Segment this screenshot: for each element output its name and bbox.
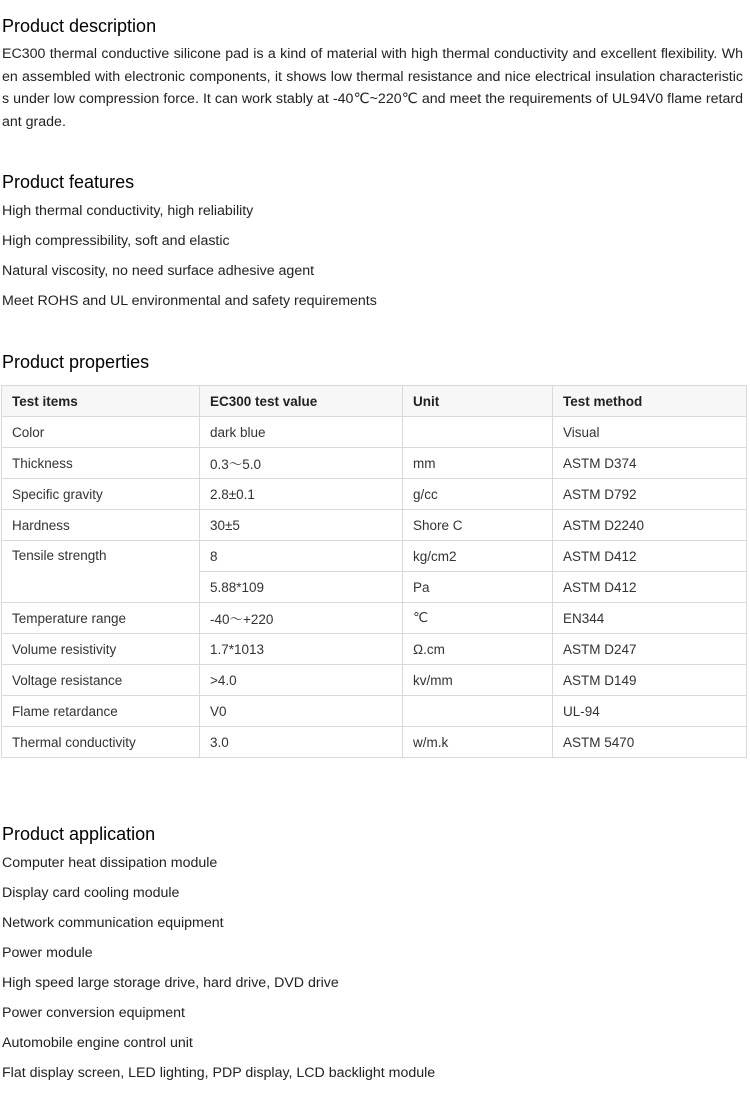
cell-unit	[403, 696, 553, 727]
cell-item: Thermal conductivity	[2, 727, 200, 758]
cell-method: ASTM D412	[553, 572, 747, 603]
feature-item: High compressibility, soft and elastic	[2, 233, 230, 249]
feature-item: Natural viscosity, no need surface adhesive agent	[2, 263, 315, 279]
feature-item: High thermal conductivity, high reliability	[2, 203, 254, 219]
features-list	[2, 196, 377, 316]
cell-item: Color	[2, 417, 200, 448]
cell-method: ASTM D247	[553, 634, 747, 665]
header-test-method: Test method	[553, 386, 747, 417]
cell-item: Voltage resistance	[2, 665, 200, 696]
table-row	[2, 696, 747, 727]
description-text: EC300 thermal conductive silicone pad is a kind of material with high thermal conductivity and excellent flexibility. When assembled with electronic components, it shows low thermal resistance and nice electrical insulation characteristics under low compression force. It can work stably at -40℃~220℃ and meet the requirements of UL94V0 flame retardant grade.	[2, 46, 743, 130]
cell-method: ASTM D792	[553, 479, 747, 510]
feature-item: Meet ROHS and UL environmental and safety requirements	[2, 293, 377, 309]
cell-method: UL-94	[553, 696, 747, 727]
application-item: Power conversion equipment	[2, 1005, 185, 1021]
table-row	[2, 510, 747, 541]
cell-unit: w/m.k	[403, 727, 553, 758]
description-heading: Product description	[2, 16, 157, 36]
application-item: Network communication equipment	[2, 915, 224, 931]
cell-item: Volume resistivity	[2, 634, 200, 665]
application-list	[2, 848, 435, 1088]
table-row	[2, 665, 747, 696]
cell-value: dark blue	[200, 417, 403, 448]
cell-unit: Pa	[403, 572, 553, 603]
cell-value: V0	[200, 696, 403, 727]
application-item: Power module	[2, 945, 93, 961]
properties-table	[1, 385, 747, 758]
cell-unit: kg/cm2	[403, 541, 553, 572]
cell-method: ASTM D2240	[553, 510, 747, 541]
cell-method: ASTM D412	[553, 541, 747, 572]
cell-item: Flame retardance	[2, 696, 200, 727]
cell-unit: mm	[403, 448, 553, 479]
features-heading: Product features	[2, 172, 135, 192]
application-item: Automobile engine control unit	[2, 1035, 193, 1051]
cell-method: ASTM D149	[553, 665, 747, 696]
table-row	[2, 541, 747, 572]
header-test-items: Test items	[2, 386, 200, 417]
table-row	[2, 479, 747, 510]
table-header-row	[2, 386, 747, 417]
header-test-value: EC300 test value	[200, 386, 403, 417]
table-row	[2, 727, 747, 758]
cell-unit: ℃	[403, 603, 553, 634]
application-item: Computer heat dissipation module	[2, 855, 218, 871]
cell-item: Temperature range	[2, 603, 200, 634]
cell-unit: kv/mm	[403, 665, 553, 696]
cell-value: 8	[200, 541, 403, 572]
cell-value: 0.3～5.0	[200, 448, 403, 479]
table-row	[2, 448, 747, 479]
properties-heading: Product properties	[2, 352, 150, 372]
cell-unit: Ω.cm	[403, 634, 553, 665]
cell-unit: Shore C	[403, 510, 553, 541]
application-item: High speed large storage drive, hard drive, DVD drive	[2, 975, 339, 991]
cell-value: 5.88*109	[200, 572, 403, 603]
cell-value: 3.0	[200, 727, 403, 758]
cell-method: Visual	[553, 417, 747, 448]
cell-value: 2.8±0.1	[200, 479, 403, 510]
cell-method: ASTM 5470	[553, 727, 747, 758]
table-row	[2, 603, 747, 634]
cell-value: 30±5	[200, 510, 403, 541]
header-unit: Unit	[403, 386, 553, 417]
application-item: Flat display screen, LED lighting, PDP display, LCD backlight module	[2, 1065, 436, 1081]
cell-item: Specific gravity	[2, 479, 200, 510]
cell-unit: g/cc	[403, 479, 553, 510]
cell-item: Tensile strength	[2, 541, 200, 603]
cell-item: Thickness	[2, 448, 200, 479]
cell-value: 1.7*1013	[200, 634, 403, 665]
table-row	[2, 417, 747, 448]
cell-item: Hardness	[2, 510, 200, 541]
application-item: Display card cooling module	[2, 885, 180, 901]
cell-method: ASTM D374	[553, 448, 747, 479]
application-heading: Product application	[2, 824, 156, 844]
table-row	[2, 634, 747, 665]
cell-method: EN344	[553, 603, 747, 634]
cell-value: >4.0	[200, 665, 403, 696]
cell-value: -40～+220	[200, 603, 403, 634]
cell-unit	[403, 417, 553, 448]
